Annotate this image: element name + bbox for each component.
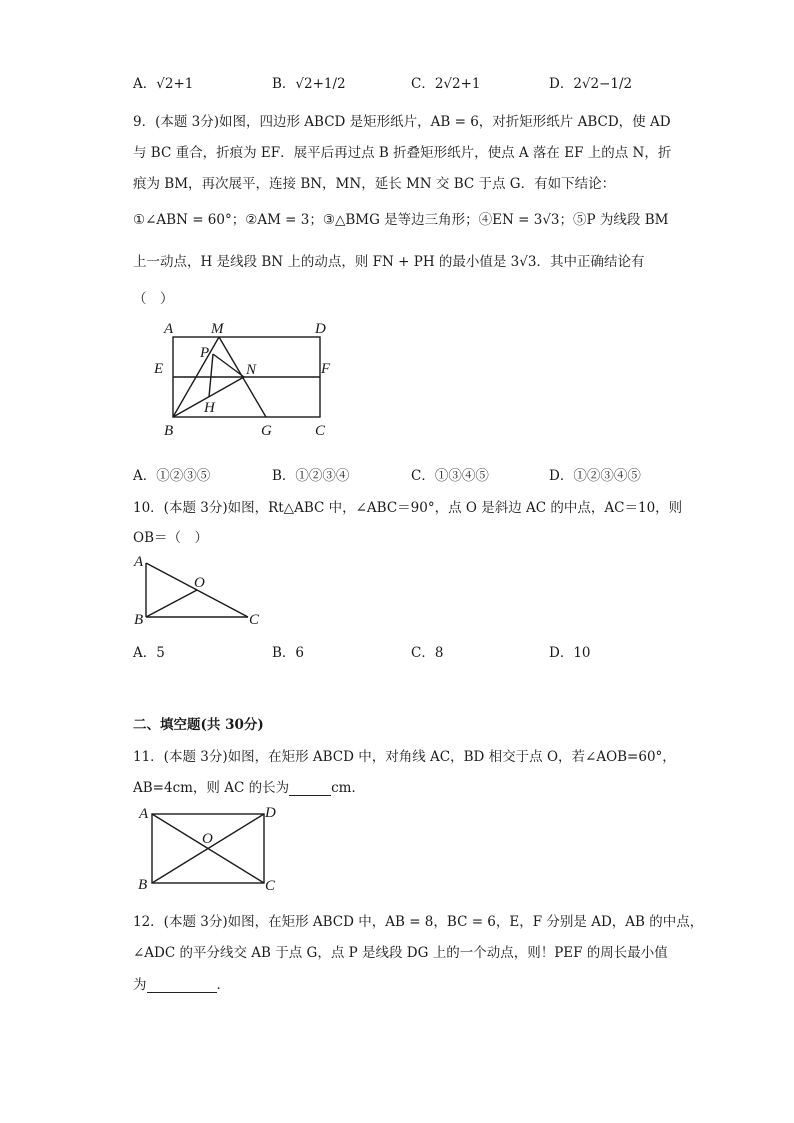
q9-label-c: C: [315, 423, 326, 439]
q9-option-a: A．①②③⑤: [133, 468, 211, 484]
q9-option-d: D．①②③④⑤: [549, 468, 641, 484]
q8-options: [133, 72, 693, 94]
q9-label-b: B: [164, 423, 174, 439]
q9-label-g: G: [261, 423, 272, 439]
q10-option-b: B．6: [272, 645, 305, 661]
q9-option-c: C．①③④⑤: [411, 468, 489, 484]
q11-line2-suffix: cm．: [331, 780, 365, 796]
q10-label-o: O: [194, 575, 205, 591]
q9-label-m: M: [211, 321, 224, 337]
q11-label-b: B: [138, 877, 148, 893]
q11-figure: [133, 803, 283, 893]
q9-label-f: F: [321, 361, 331, 377]
q9-label-p: P: [200, 345, 210, 361]
q10-label-a: A: [134, 554, 144, 570]
q10-figure: [130, 553, 270, 629]
q10-label-c: C: [249, 612, 260, 628]
q9-segment-ph: [209, 354, 213, 397]
q9-text-line5: 上一动点，H 是线段 BN 上的动点，则 FN + PH 的最小值是 3√3．其中正确结论有: [133, 254, 645, 270]
q11-label-d: D: [265, 805, 276, 821]
q8-option-a: A．√2+1: [133, 76, 194, 92]
q8-option-d: D．2√2−1/2: [549, 76, 633, 92]
q11-label-c: C: [265, 878, 276, 894]
q8-option-b: B．√2+1/2: [272, 76, 346, 92]
q9-segment-pn: [213, 354, 244, 377]
q11-label-a: A: [139, 806, 149, 822]
q12-line3-prefix: 为: [133, 977, 147, 993]
q9-options: [133, 464, 693, 486]
q9-text-line1: 9．(本题 3分)如图，四边形 ABCD 是矩形纸片，AB = 6，对折矩形纸片 ABCD，使 AD: [133, 114, 671, 130]
q8-option-c: C．2√2+1: [411, 76, 481, 92]
q9-label-n: N: [246, 362, 257, 378]
q9-label-a: A: [164, 321, 174, 337]
q10-text-line1: 10．(本题 3分)如图，Rt△ABC 中，∠ABC＝90°，点 O 是斜边 AC 的中点，AC＝10，则: [133, 500, 683, 516]
q9-text-line4: ①∠ABN = 60°；②AM = 3；③△BMG 是等边三角形；④EN = 3√3；⑤P 为线段 BM: [133, 212, 669, 228]
q11-text-line1: 11．(本题 3分)如图，在矩形 ABCD 中，对角线 AC，BD 相交于点 O，若∠AOB=60°，: [133, 749, 676, 765]
q11-text-line2: [133, 776, 365, 796]
q12-text-line2: ∠ADC 的平分线交 AB 于点 G，点 P 是线段 DG 上的一个动点，则！PEF 的周长最小值: [133, 945, 668, 961]
section-heading-fill-in: 二、填空题(共 30分): [133, 717, 264, 733]
q10-label-b: B: [134, 612, 144, 628]
q9-label-h: H: [204, 400, 215, 416]
q12-text-line3: [133, 973, 230, 993]
q10-options: [133, 641, 693, 663]
q9-label-e: E: [154, 361, 164, 377]
q10-option-d: D．10: [549, 645, 591, 661]
q11-label-o: O: [202, 831, 213, 847]
q11-answer-blank[interactable]: [289, 781, 331, 796]
q10-option-a: A．5: [133, 645, 165, 661]
q9-option-b: B．①②③④: [272, 468, 350, 484]
q10-segment-ob: [146, 590, 197, 617]
q9-text-line6: （ ）: [133, 291, 174, 307]
q10-text-line2: OB＝（ ）: [133, 530, 208, 546]
q10-option-c: C．8: [411, 645, 444, 661]
q11-line2-prefix: AB=4cm，则 AC 的长为: [133, 780, 290, 796]
q12-line3-suffix: ．: [216, 977, 230, 993]
q9-text-line3: 痕为 BM，再次展平，连接 BN，MN，延长 MN 交 BC 于点 G．有如下结论：: [133, 176, 616, 192]
q12-text-line1: 12．(本题 3分)如图，在矩形 ABCD 中，AB = 8，BC = 6，E，F 分别是 AD，AB 的中点，: [133, 914, 704, 930]
q12-answer-blank[interactable]: [147, 978, 217, 993]
q9-text-line2: 与 BC 重合，折痕为 EF．展平后再过点 B 折叠矩形纸片，使点 A 落在 EF 上的点 N，折: [133, 145, 672, 161]
q9-label-d: D: [315, 321, 326, 337]
q9-figure: [140, 316, 340, 442]
